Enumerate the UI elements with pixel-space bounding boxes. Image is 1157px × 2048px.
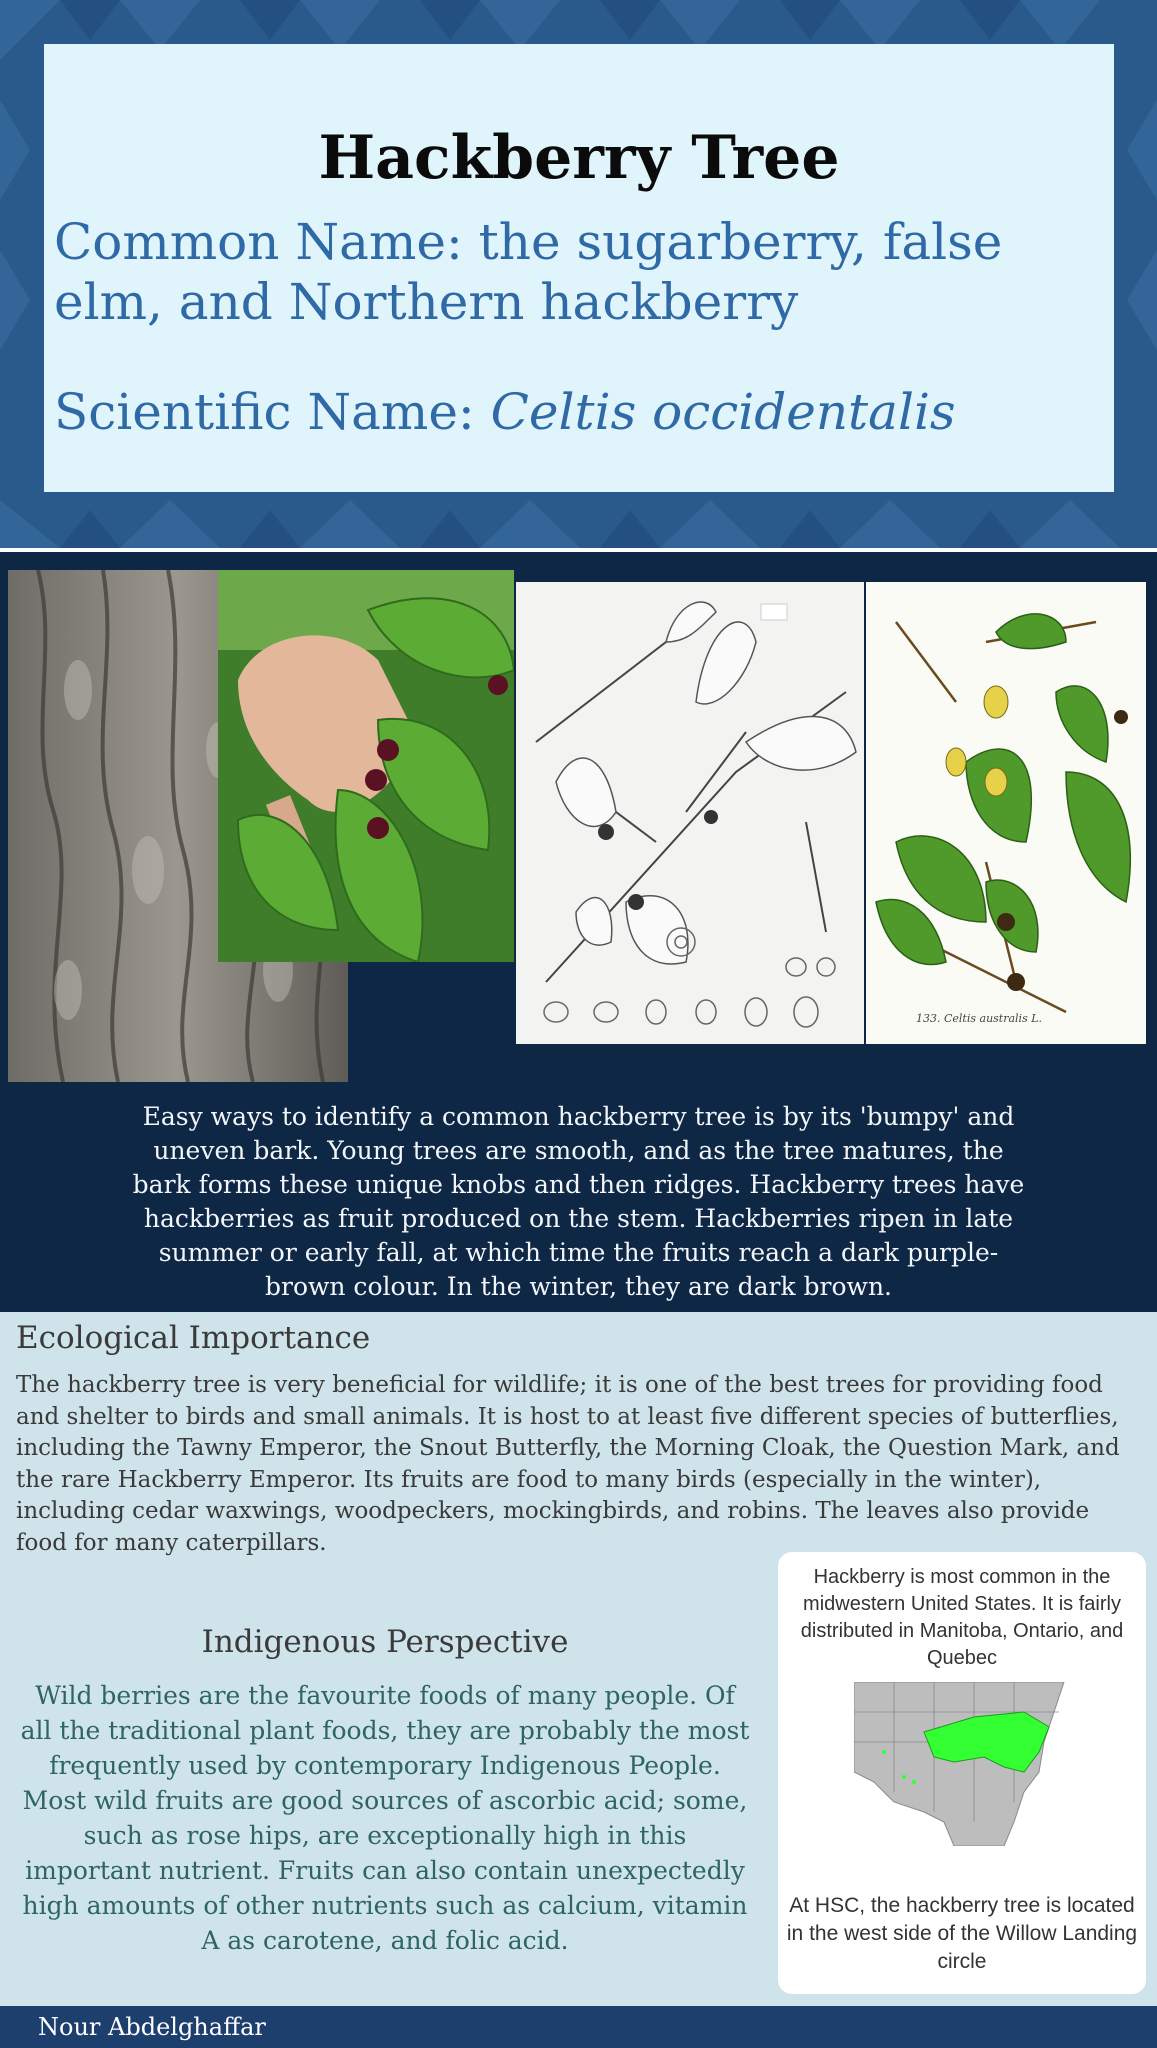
distribution-description: Hackberry is most common in the midwestern United States. It is fairly distributed in Manitoba, Ontario, and Quebec <box>800 1566 1124 1669</box>
range-map <box>854 1682 1076 1846</box>
common-name: Common Name: the sugarberry, false elm, and Northern hackberry <box>54 213 1003 331</box>
page-title: Hackberry Tree <box>318 123 840 193</box>
ecological-text: The hackberry tree is very beneficial for wildlife; it is one of the best trees for providing food and shelter to birds and small animals. It is host to at least five different species of butterflies, including the Tawny Emperor, the Snout Butterfly, the Morning Cloak, the Question Mark, and the rare Hackberry Emperor. Its fruits are food to many birds (especially in the winter), including cedar waxwings, woodpeckers, mockingbirds, and robins. The leaves also provide food for many caterpillars. <box>16 1372 1120 1556</box>
ecological-heading: Ecological Importance <box>16 1320 371 1356</box>
scientific-name-italic: Celtis occidentalis <box>490 383 956 441</box>
hsc-location-text: At HSC, the hackberry tree is located in the west side of the Willow Landing circle <box>786 1894 1138 1973</box>
title-card <box>44 44 1114 492</box>
botanical-caption: 133. Celtis australis L. <box>916 1012 1043 1025</box>
header-banner <box>0 0 1157 548</box>
scientific-label: Scientific Name: <box>54 383 491 441</box>
indigenous-heading: Indigenous Perspective <box>201 1624 569 1660</box>
scientific-name <box>54 382 1104 442</box>
identification-text: Easy ways to identify a common hackberry tree is by its 'bumpy' and uneven bark. Young trees are smooth, and as the tree matures, the bark forms these unique knobs and then ridges. Hackberry trees have hackberries as fruit produced on the stem. Hackberries ripen in late summer or early fall, at which time the fruits reach a dark purple-brown colour. In the winter, they are dark brown. <box>132 1102 1025 1301</box>
botanical-color-illustration <box>866 582 1146 1044</box>
berries-leaves-photo <box>218 570 514 962</box>
photo-band <box>0 552 1157 1312</box>
indigenous-text: Wild berries are the favourite foods of many people. Of all the traditional plant foods, they are probably the most frequently used by contemporary Indigenous People. Most wild fruits are good sources of ascorbic acid; some, such as rose hips, are exceptionally high in this important nutrient. Fruits can also contain unexpectedly high amounts of other nutrients such as calcium, vitamin A as carotene, and folic acid. <box>20 1681 750 1955</box>
botanical-sketch <box>516 582 864 1044</box>
distribution-card <box>778 1552 1146 1994</box>
author-name: Nour Abdelghaffar <box>38 2013 266 2041</box>
